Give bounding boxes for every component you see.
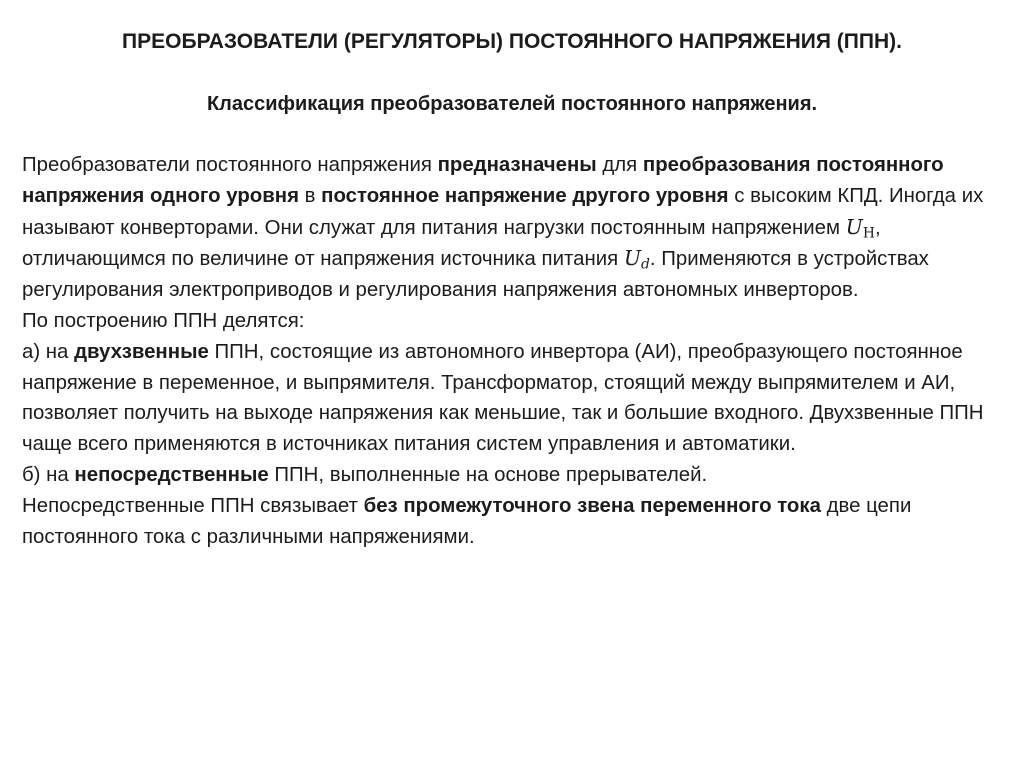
text-segment: б) на (22, 463, 75, 486)
paragraph-two-stage (22, 337, 1012, 460)
load-voltage-symbol (845, 214, 875, 242)
text-segment: для (596, 154, 643, 176)
symbol-base: U (845, 214, 863, 239)
text-segment: , отличающимся по величине от напряжения источника питания (22, 216, 881, 271)
text-segment: с высоким КПД. Иногда их называют конверторами. Они служат для питания нагрузки постоянным напряжением (22, 184, 984, 239)
text-segment: ППН, выполненные на основе прерывателей. (268, 463, 708, 486)
text-segment: Непосредственные ППН связывает (22, 494, 364, 517)
paragraph-purpose (22, 150, 1012, 306)
source-voltage-symbol (623, 246, 650, 273)
symbol-base: U (623, 246, 641, 271)
paragraph-direct (22, 460, 1012, 491)
text-segment: две цепи постоянного тока с различными напряжениями. (22, 494, 912, 548)
bold-term: двухзвенные (74, 340, 209, 363)
symbol-subscript: d (641, 256, 650, 273)
bold-term: непосредственные (74, 463, 269, 486)
slide-subtitle: Классификация преобразователей постоянного напряжения. (206, 93, 818, 115)
paragraph-classification: По построению ППН делятся: (22, 309, 305, 332)
bold-term: предназначены (437, 154, 597, 176)
bold-term: без промежуточного звена переменного тока (363, 494, 821, 517)
text-segment: а) на (22, 340, 75, 363)
text-segment: в (298, 184, 322, 207)
text-segment: ППН, состоящие из автономного инвертора (АИ), преобразующего постоянное напряжение в переменное, и выпрямителя. Трансформатор, стоящий между выпрямителем и АИ, позволяет получить на выходе напряжения как меньшие, так и большие входного. Двухзвенные ППН чаще всего применяются в источниках питания систем управления и автоматики. (22, 340, 984, 456)
slide-body (22, 150, 1012, 552)
symbol-subscript: Н (862, 225, 875, 242)
bold-term: преобразования постоянного напряжения одного уровня (22, 154, 944, 207)
bold-term: постоянное напряжение другого уровня (321, 184, 729, 207)
text-segment: . Применяются в устройствах регулирования электроприводов и регулирования напряжения автономных инверторов. (22, 248, 929, 302)
text-segment: Преобразователи постоянного напряжения (22, 154, 438, 176)
paragraph-direct-link (22, 491, 1012, 553)
slide-title: ПРЕОБРАЗОВАТЕЛИ (РЕГУЛЯТОРЫ) ПОСТОЯННОГО НАПРЯЖЕНИЯ (ППН). (122, 30, 902, 53)
